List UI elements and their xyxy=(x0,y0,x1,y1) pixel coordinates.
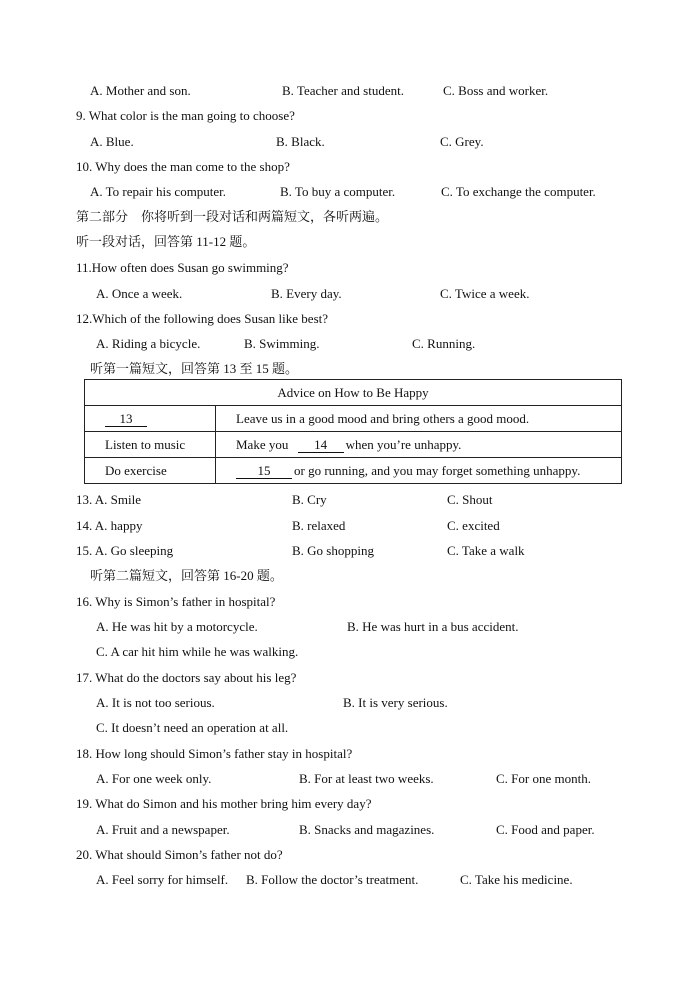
q16-stem: 16. Why is Simon’s father in hospital? xyxy=(76,594,276,609)
q9-option-c: C. Grey. xyxy=(440,134,484,149)
q12-stem: 12.Which of the following does Susan like best? xyxy=(76,311,329,326)
q15-option-a: 15. A. Go sleeping xyxy=(76,543,174,558)
q18-option-c: C. For one month. xyxy=(496,771,591,786)
table-row xyxy=(85,458,622,484)
q18-option-b: B. For at least two weeks. xyxy=(299,771,434,786)
q20-option-a: A. Feel sorry for himself. xyxy=(96,872,229,887)
q17-option-a: A. It is not too serious. xyxy=(96,695,215,710)
q11-stem: 11.How often does Susan go swimming? xyxy=(76,260,289,275)
q16-option-a: A. He was hit by a motorcycle. xyxy=(96,619,258,634)
q16-option-c: C. A car hit him while he was walking. xyxy=(96,644,299,659)
table-header: Advice on How to Be Happy xyxy=(85,380,622,406)
q8-option-c: C. Boss and worker. xyxy=(443,83,549,98)
q9-stem: 9. What color is the man going to choose? xyxy=(76,108,295,123)
q19-option-a: A. Fruit and a newspaper. xyxy=(96,822,230,837)
part2-title: 第二部分 你将听到一段对话和两篇短文，各听两遍。 xyxy=(76,209,389,224)
q20-option-b: B. Follow the doctor’s treatment. xyxy=(246,872,419,887)
q15-option-b: B. Go shopping xyxy=(292,543,374,558)
q17-option-c: C. It doesn’t need an operation at all. xyxy=(96,720,289,735)
q13-option-a: 13. A. Smile xyxy=(76,492,142,507)
q20-stem: 20. What should Simon’s father not do? xyxy=(76,847,283,862)
q18-option-a: A. For one week only. xyxy=(96,771,212,786)
q19-option-b: B. Snacks and magazines. xyxy=(299,822,435,837)
q11-option-a: A. Once a week. xyxy=(96,286,183,301)
q14-option-b: B. relaxed xyxy=(292,518,346,533)
q10-option-c: C. To exchange the computer. xyxy=(441,184,596,199)
cell-text: or go running, and you may forget something unhappy. xyxy=(294,462,581,478)
q16-option-b: B. He was hurt in a bus accident. xyxy=(347,619,519,634)
cell-text: Make you xyxy=(236,436,292,452)
q11-option-b: B. Every day. xyxy=(271,286,342,301)
q12-option-c: C. Running. xyxy=(412,336,476,351)
table-cell xyxy=(216,458,622,484)
dialog-instruction: 听一段对话，回答第 11-12 题。 xyxy=(76,234,256,249)
cell-text: when you’re unhappy. xyxy=(345,436,462,452)
q9-option-b: B. Black. xyxy=(276,134,325,149)
q14-option-a: 14. A. happy xyxy=(76,518,143,533)
q12-option-b: B. Swimming. xyxy=(244,336,320,351)
table-cell xyxy=(216,432,622,458)
q8-option-a: A. Mother and son. xyxy=(90,83,191,98)
q20-option-c: C. Take his medicine. xyxy=(460,872,573,887)
q11-option-c: C. Twice a week. xyxy=(440,286,530,301)
q14-option-c: C. excited xyxy=(447,518,500,533)
table-cell: Listen to music xyxy=(85,432,216,458)
q19-option-c: C. Food and paper. xyxy=(496,822,595,837)
table-cell: Leave us in a good mood and bring others a good mood. xyxy=(216,406,622,432)
answer-blank-14: 14 xyxy=(298,438,344,453)
q10-option-b: B. To buy a computer. xyxy=(280,184,396,199)
advice-table xyxy=(84,379,622,484)
q10-option-a: A. To repair his computer. xyxy=(90,184,227,199)
q18-stem: 18. How long should Simon’s father stay in hospital? xyxy=(76,746,353,761)
q19-stem: 19. What do Simon and his mother bring him every day? xyxy=(76,796,372,811)
passage2-instruction: 听第二篇短文，回答第 16-20 题。 xyxy=(90,568,283,583)
passage1-instruction: 听第一篇短文，回答第 13 至 15 题。 xyxy=(90,361,299,376)
q13-option-c: C. Shout xyxy=(447,492,493,507)
q17-option-b: B. It is very serious. xyxy=(343,695,448,710)
q9-option-a: A. Blue. xyxy=(90,134,134,149)
table-row xyxy=(85,406,622,432)
table-row xyxy=(85,432,622,458)
q12-option-a: A. Riding a bicycle. xyxy=(96,336,201,351)
table-cell: Do exercise xyxy=(85,458,216,484)
answer-blank-13: 13 xyxy=(105,412,147,427)
q8-option-b: B. Teacher and student. xyxy=(282,83,404,98)
table-cell xyxy=(85,406,216,432)
q13-option-b: B. Cry xyxy=(292,492,327,507)
q17-stem: 17. What do the doctors say about his leg? xyxy=(76,670,297,685)
table-header-row xyxy=(85,380,622,406)
answer-blank-15: 15 xyxy=(236,464,292,479)
q10-stem: 10. Why does the man come to the shop? xyxy=(76,159,290,174)
q15-option-c: C. Take a walk xyxy=(447,543,525,558)
